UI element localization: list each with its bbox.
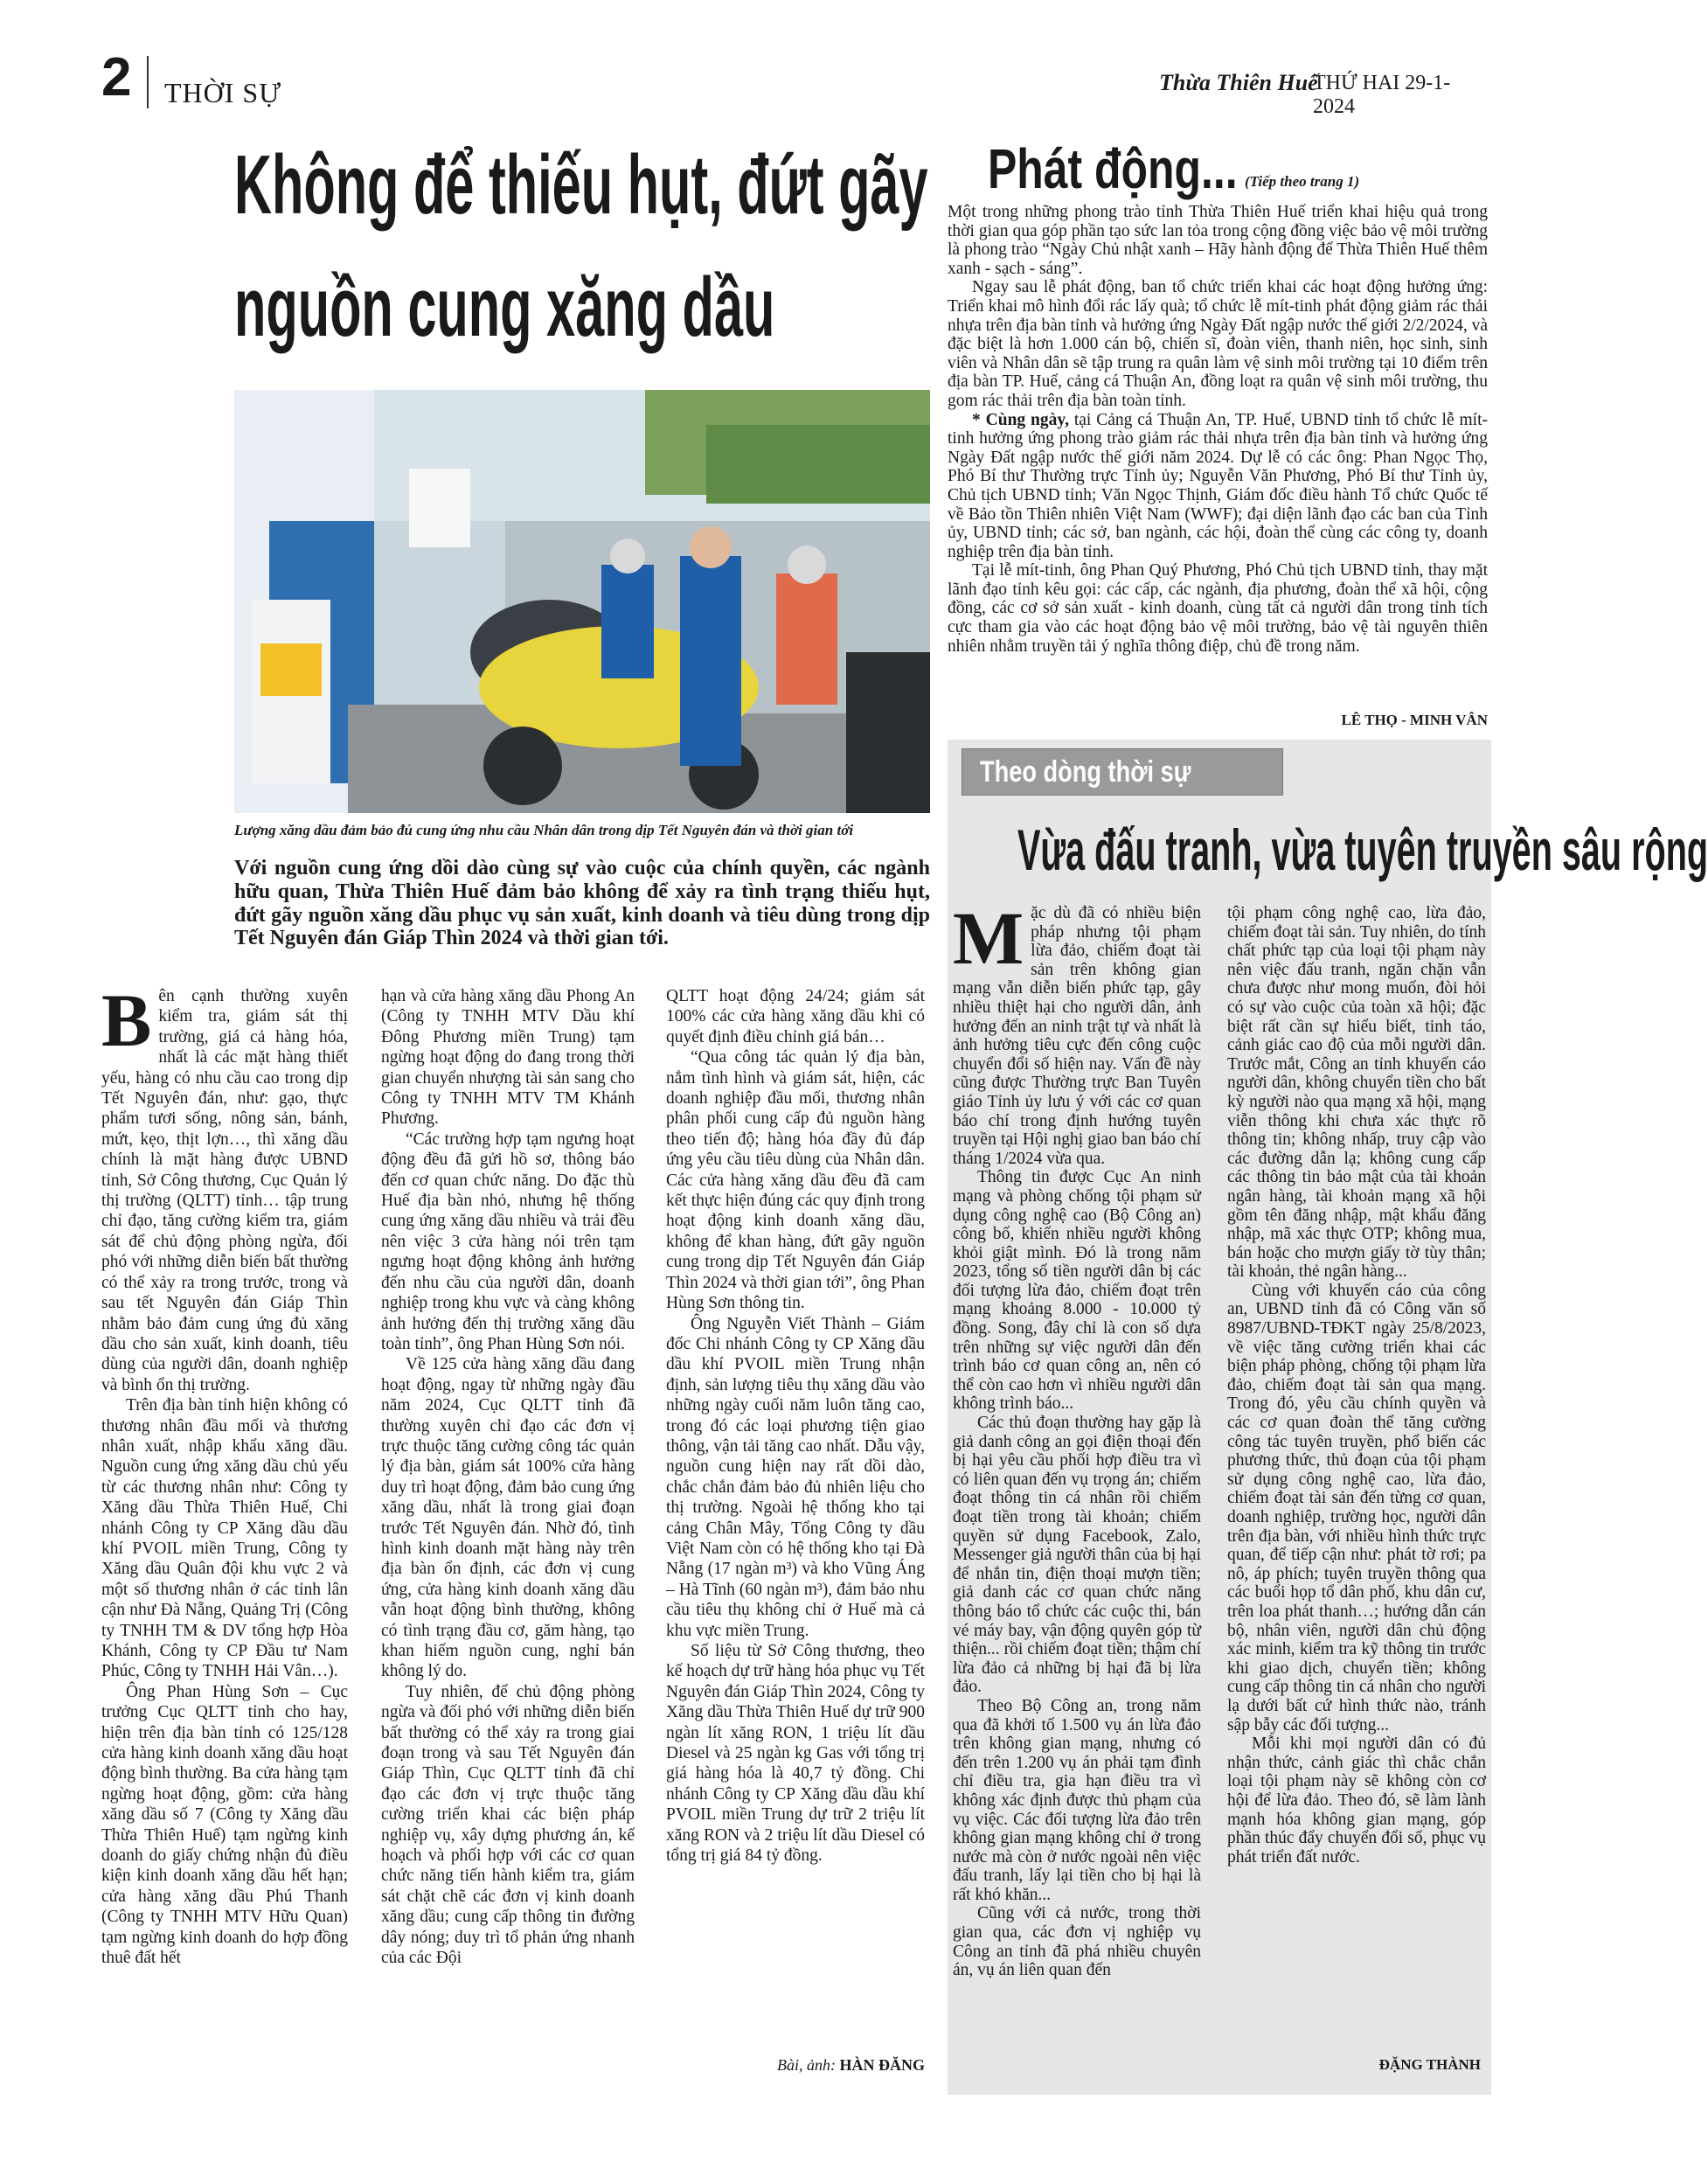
article-column-3: [666, 986, 925, 1866]
side-article-body: [948, 203, 1488, 656]
article-byline: [666, 2056, 925, 2075]
article-column-1: [101, 978, 348, 1969]
article-paragraph: “Các trường hợp tạm ngưng hoạt động đều đã gửi hồ sơ, thông báo đến cơ quan chức năng. Do đặc thù Huế địa bàn nhỏ, nhưng hệ thống cung ứng xăng dầu nhiều và trải đều nên việc 3 cửa hàng nói trên tạm ngưng hoạt động không ảnh hưởng đến nhu cầu của người dân, doanh nghiệp trong khu vực và càng không ảnh hưởng đến thị trường xăng dầu toàn tỉnh”, ông Phan Hùng Sơn nói.: [381, 1130, 635, 1353]
commentary-paragraph: Mỗi khi mọi người dân có đủ nhận thức, cảnh giác thì chắc chắn loại tội phạm này sẽ không còn cơ hội để lừa đảo. Theo đó, sẽ làm lành mạnh hóa không gian mạng, góp phần thúc đẩy chuyển đổi số, phục vụ phát triển đất nước.: [1227, 1735, 1486, 1867]
article-paragraph: Ông Phan Hùng Sơn – Cục trưởng Cục QLTT tỉnh cho hay, hiện trên địa bàn tỉnh có 125/128 cửa hàng kinh doanh xăng dầu hoạt động bình thường. Ba cửa hàng tạm ngừng hoạt động, gồm: cửa hàng xăng dầu số 7 (Công ty Xăng dầu Thừa Thiên Huế) tạm ngừng kinh doanh do giấy chứng nhận đủ điều kiện kinh doanh xăng dầu hết hạn; cửa hàng xăng dầu Phú Thanh (Công ty TNHH MTV Hữu Quan) tạm ngừng kinh doanh do hợp đồng thuê đất hết: [101, 1682, 348, 1968]
side-article-header: [988, 138, 1486, 199]
article-paragraph: hạn và cửa hàng xăng dầu Phong An (Công ty TNHH MTV Dầu khí Đông Phương miền Trung) tạm ngừng hoạt động do đang trong thời gian chuyển nhượng tài sản sang cho Công ty TNHH MTV TM Khánh Phương.: [381, 987, 635, 1129]
main-photo: [234, 390, 930, 813]
side-paragraph: Tại lễ mít-tinh, ông Phan Quý Phương, Phó Chủ tịch UBND tỉnh, thay mặt lãnh đạo tỉnh kêu gọi: các cấp, các ngành, địa phương, đoàn thể xã hội, cộng đồng, các cơ sở sản xuất - kinh doanh, cùng tất cả người dân trong tỉnh tích cực tham gia vào các hoạt động bảo vệ môi trường, bảo vệ tài nguyên thiên nhiên nhằm truyền tải ý nghĩa thông điệp, chủ đề trong năm.: [948, 561, 1488, 656]
commentary-paragraph: tội phạm công nghệ cao, lừa đảo, chiếm đoạt tài sản. Tuy nhiên, do tính chất phức tạp của loại tội phạm này nên việc đấu tranh, ngăn chặn vẫn chưa được như mong muốn, đòi hỏi có sự vào cuộc của toàn xã hội; đặc biệt rất cần sự hiểu biết, tinh táo, cảnh giác cao độ của mỗi người dân. Trước mắt, Công an tỉnh khuyến cáo người dân, không chuyển tiền cho bất kỳ người nào qua mạng xã hội, mạng viễn thông khi chưa xác thực rõ thông tin; không nhấp, truy cập vào các đường dẫn lạ; không cung cấp các thông tin bảo mật của tài khoản ngân hàng, tài khoản mạng xã hội gồm tên đăng nhập, mật khẩu đăng nhập, mã xác thực OTP; không mua, bán hoặc cho mượn giấy tờ tùy thân; tài khoản, thẻ ngân hàng...: [1227, 904, 1486, 1282]
byline-author: HÀN ĐĂNG: [839, 2056, 925, 2074]
article-paragraph: Bên cạnh thường xuyên kiểm tra, giám sát thị trường, giá cả hàng hóa, nhất là các mặt hàng thiết yếu, hàng có nhu cầu cao trong dịp Tết Nguyên đán, như: gạo, thực phẩm tươi sống, nông sản, bánh, mứt, kẹo, thịt lợn…, thì xăng dầu chính là mặt hàng được UBND tỉnh, Sở Công thương, Cục Quản lý thị trường (QLTT) tỉnh… tập trung chỉ đạo, tăng cường kiểm tra, giám sát để chủ động phòng ngừa, đối phó với những diễn biến bất thường có thể xảy ra trong trước, trong và sau tết Nguyên đán Giáp Thìn nhằm bảo đảm cung ứng đủ xăng dầu cho sản xuất, kinh doanh, tiêu dùng của người dân, doanh nghiệp và bình ổn thị trường.: [101, 978, 348, 1394]
commentary-paragraph: Cùng với khuyến cáo của công an, UBND tỉnh đã có Công văn số 8987/UBND-TĐKT ngày 25/8/2023, về việc tăng cường triển khai các biện pháp phòng, chống tội phạm lừa đảo, chiếm đoạt tài sản qua mạng. Trong đó, yêu cầu chính quyền và các cơ quan đoàn thể tăng cường công tác tuyên truyền, phổ biến các phương thức, thủ đoạn của tội phạm sử dụng công nghệ cao, lừa đảo, chiếm đoạt tài sản đến từng cơ quan, doanh nghiệp, trường học, người dân trên địa bàn, với nhiều hình thức trực quan, để tiếp cận như: phát tờ rơi; pa nô, áp phích; tuyên truyền thông qua các buổi họp tổ dân phố, khu dân cư, trên loa phát thanh…; hướng dẫn cán bộ, nhân viên, người dân chủ động xác minh, kiểm tra kỹ thông tin trước khi giao dịch, chuyển tiền; không cung cấp thông tin cá nhân cho người lạ dưới bất cứ hình thức nào, tránh sập bẫy các đối tượng...: [1227, 1281, 1486, 1735]
article-paragraph: QLTT hoạt động 24/24; giám sát 100% các cửa hàng xăng dầu khi có quyết định điều chỉnh giá bán…: [666, 987, 925, 1046]
header-divider: [147, 56, 149, 108]
issue-date: THỨ HAI 29-1-2024: [1313, 72, 1451, 118]
commentary-paragraph: Cũng với cả nước, trong thời gian qua, các đơn vị nghiệp vụ Công an tỉnh đã phá nhiều chuyên án, vụ án liên quan đến: [953, 1904, 1201, 1980]
article-column-2: [381, 986, 635, 1969]
page-number: 2: [101, 47, 132, 108]
article-paragraph: Tuy nhiên, để chủ động phòng ngừa và đối phó với những diễn biến bất thường có thể xảy ra trong giai đoạn trong và sau Tết Nguyên đán Giáp Thìn, Cục QLTT tỉnh đã chỉ đạo các đơn vị trực thuộc tăng cường triển khai các biện pháp nghiệp vụ, xây dựng phương án, kế hoạch và phối hợp với các cơ quan chức năng tiến hành kiểm tra, giám sát chặt chẽ các đơn vị kinh doanh xăng dầu; cung cấp thông tin đường dây nóng; duy trì tổ phản ứng nhanh của các Đội: [381, 1682, 635, 1968]
commentary-paragraph: Theo Bộ Công an, trong năm qua đã khởi tố 1.500 vụ án lừa đảo trên không gian mạng, nhưng có đến trên 1.200 vụ án phải tạm đình chỉ điều tra, gia hạn điều tra vì không xác định được thủ phạm của vụ việc. Các đối tượng lừa đảo trên không gian mạng không chỉ ở trong nước mà còn ở nước ngoài nên việc đấu tranh, lấy lại tiền cho bị hại là rất khó khăn...: [953, 1696, 1201, 1904]
commentary-dropcap: M: [953, 896, 1024, 980]
continued-note: (Tiếp theo trang 1): [1245, 173, 1360, 190]
newspaper-name: Thừa Thiên Huế: [1159, 70, 1318, 95]
commentary-byline: ĐẶNG THÀNH: [1378, 2056, 1481, 2073]
side-paragraph: * Cùng ngày, tại Cảng cá Thuận An, TP. Huế, UBND tỉnh tổ chức lễ mít-tinh hưởng ứng phong trào giảm rác thải nhựa trên địa bàn tỉnh và hưởng ứng Ngày Đất ngập nước thế giới năm 2024. Dự lễ có các ông: Phan Ngọc Thọ, Phó Bí thư Thường trực Tỉnh ủy; Nguyễn Văn Phương, Phó Bí thư Tỉnh ủy, Chủ tịch UBND tỉnh; Văn Ngọc Thịnh, Giám đốc điều hành Tổ chức Quốc tế về Bảo tồn Thiên nhiên Việt Nam (WWF); đại diện lãnh đạo các ban của Tỉnh ủy, UBND tỉnh; các sở, ban ngành, các hội, đoàn thể cùng các công ty, doanh nghiệp trên địa bàn tỉnh.: [948, 410, 1488, 561]
main-headline-line1: Không để thiếu hụt, đứt gãy: [234, 138, 928, 232]
page-header: [101, 47, 1491, 118]
article-paragraph: Trên địa bàn tỉnh hiện không có thương nhân đầu mối và thương nhân xuất, nhập khẩu xăng dầu. Nguồn cung ứng xăng dầu chủ yếu từ các thương nhân như: Công ty Xăng dầu Thừa Thiên Huế, Chi nhánh Công ty CP Xăng dầu dầu khí PVOIL miền Trung, Công ty Xăng dầu Quân đội khu vực 2 và một số thương nhân ở các tỉnh lân cận như Đà Nẵng, Quảng Trị (Công ty TNHH TM & DV tổng hợp Hòa Khánh, Công ty CP Đầu tư Nam Phúc, Công ty TNHH Hải Vân…).: [101, 1396, 348, 1681]
side-byline: LÊ THỌ - MINH VÂN: [1341, 712, 1488, 728]
article-dropcap: B: [101, 978, 152, 1062]
photo-caption: Lượng xăng dầu đảm bảo đủ cung ứng nhu cầu Nhân dân trong dịp Tết Nguyên đán và thời gian tới: [234, 822, 854, 838]
commentary-column-1: [953, 896, 1201, 1980]
main-headline-line2: nguồn cung xăng dầu: [234, 261, 775, 354]
commentary-column-2: [1227, 904, 1486, 1867]
commentary-paragraph: Thông tin được Cục An ninh mạng và phòng chống tội phạm sử dụng công nghệ cao (Bộ Công an) công bố, khiến nhiều người không khỏi giật mình. Đó là trong năm 2023, tổng số tiền người dân bị các đối tượng lừa đảo, chiếm đoạt trên mạng khoảng 8.000 - 10.000 tỷ đồng. Song, đây chỉ là con số dựa trên những sự việc người dân đến trình báo cơ quan công an, nên có thể còn cao hơn vì nhiều người dân không trình báo...: [953, 1168, 1201, 1414]
gas-station-illustration: [234, 390, 930, 813]
side-headline: Phát động...: [988, 137, 1238, 200]
side-paragraph: Một trong những phong trào tỉnh Thừa Thiên Huế triển khai hiệu quả trong thời gian qua góp phần tạo sức lan tỏa trong cộng đồng việc bảo vệ môi trường là phong trào “Ngày Chủ nhật xanh – Hãy hành động để Thừa Thiên Huế thêm xanh - sạch - sáng”.: [948, 203, 1488, 278]
article-paragraph: “Qua công tác quản lý địa bàn, nắm tình hình và giám sát, hiện, các doanh nghiệp đầu mối, thương nhân phân phối cung cấp đủ nguồn hàng theo tiến độ; hàng hóa đầy đủ đáp ứng yêu cầu tiêu dùng của Nhân dân. Các cửa hàng xăng dầu đều đã cam kết thực hiện đúng các quy định trong hoạt động kinh doanh xăng dầu, không để khan hàng, đứt gãy nguồn cung trong dịp Tết Nguyên đán Giáp Thìn 2024 và thời gian tới”, ông Phan Hùng Sơn thông tin.: [666, 1048, 925, 1313]
article-lead: Với nguồn cung ứng dồi dào cùng sự vào cuộc của chính quyền, các ngành hữu quan, Thừa Thiên Huế đảm bảo không để xảy ra tình trạng thiếu hụt, đứt gãy nguồn xăng dầu phục vụ sản xuất, kinh doanh và tiêu dùng trong dịp Tết Nguyên đán Giáp Thìn 2024 và thời gian tới.: [234, 857, 930, 950]
commentary-paragraph: Mặc dù đã có nhiều biện pháp nhưng tội phạm lừa đảo, chiếm đoạt tài sản trên không gian mạng vẫn diễn biến phức tạp, gây nhiều thiệt hại cho người dân, ảnh hưởng đến an ninh trật tự và nhất là ảnh hưởng tiêu cực đến công cuộc chuyển đổi số hiện nay. Vấn đề này cũng được Thường trực Ban Tuyên giáo Tỉnh ủy lưu ý với các cơ quan báo chí trong định hướng tuyên truyền tại Hội nghị giao ban báo chí tháng 1/2024 vừa qua.: [953, 896, 1201, 1168]
article-paragraph: Số liệu từ Sở Công thương, theo kế hoạch dự trữ hàng hóa phục vụ Tết Nguyên đán Giáp Thìn 2024, Công ty Xăng dầu Thừa Thiên Huế dự trữ 900 ngàn lít xăng RON, 1 triệu lít dầu Diesel và 25 ngàn kg Gas với tổng trị giá hàng hóa là 40,7 tỷ đồng. Chi nhánh Công ty CP Xăng dầu dầu khí PVOIL miền Trung dự trữ 2 triệu lít xăng RON và 2 triệu lít dầu Diesel có tổng trị giá 84 tỷ đồng.: [666, 1642, 925, 1866]
article-paragraph: Về 125 cửa hàng xăng dầu đang hoạt động, ngay từ những ngày đầu năm 2024, Cục QLTT tỉnh đã thường xuyên chỉ đạo các đơn vị trực thuộc tăng cường công tác quản lý địa bàn, giám sát 100% cửa hàng duy trì hoạt động, đảm bảo cung ứng xăng dầu, nhất là trong giai đoạn trước Tết Nguyên đán. Nhờ đó, tình hình kinh doanh mặt hàng này trên địa bàn ổn định, các đơn vị cung ứng, cửa hàng kinh doanh xăng dầu vẫn hoạt động bình thường, không có tình trạng đầu cơ, găm hàng, tạo khan hiếm nguồn cung, nghỉ bán không lý do.: [381, 1355, 635, 1681]
side-paragraph: Ngay sau lễ phát động, ban tổ chức triển khai các hoạt động hưởng ứng: Triển khai mô hình đổi rác lấy quà; tổ chức lễ mít-tinh phát động giảm rác thải nhựa trên địa bàn tỉnh và hưởng ứng Ngày Đất ngập nước thế giới 2/2/2024, và đặc biệt là hơn 1.000 cán bộ, chiến sĩ, đoàn viên, thanh niên, học sinh, sinh viên và Nhân dân sẽ tập trung ra quân làm vệ sinh môi trường tại 10 điểm trên địa bàn TP. Huế, cảng cá Thuận An, đồng loạt ra quân vệ sinh môi trường, thu gom rác thải trên địa bàn toàn tỉnh.: [948, 278, 1489, 410]
commentary-paragraph: Các thủ đoạn thường hay gặp là giả danh công an gọi điện thoại đến bị hại yêu cầu phối hợp điều tra vì có liên quan đến vụ trọng án; chiếm đoạt thông tin cá nhân rồi chiếm đoạt tiền trong tài khoản; chiếm quyền sử dụng Facebook, Zalo, Messenger giả người thân của bị hại để nhắn tin, điện thoại mượn tiền; giả danh các cơ quan chức năng thông báo tổ chức các cuộc thi, bán vé máy bay, vận động quyên góp từ thiện... rồi chiếm đoạt tiền; thậm chí lừa đảo cả những bị hại đã bị lừa đảo.: [953, 1414, 1201, 1697]
section-name: THỜI SỰ: [164, 77, 282, 108]
article-paragraph: Ông Nguyễn Viết Thành – Giám đốc Chi nhánh Công ty CP Xăng dầu dầu khí PVOIL miền Trung nhận định, sản lượng tiêu thụ xăng dầu vào những ngày cuối năm luôn tăng cao, trong đó các loại phương tiện giao thông, vận tải tăng cao nhất. Dẫu vậy, nguồn cung hiện nay rất dồi dào, chắc chắn đảm bảo đủ nhiên liệu cho thị trường. Ngoài hệ thống kho tại cảng Chân Mây, Tổng Công ty dầu Việt Nam còn có hệ thống kho tại Đà Nẵng (17 ngàn m³) và kho Vũng Áng – Hà Tĩnh (60 ngàn m³), đảm bảo nhu cầu tiêu thụ không chỉ ở Huế mà cả khu vực miền Trung.: [666, 1314, 925, 1640]
commentary-kicker: Theo dòng thời sự: [962, 748, 1283, 796]
byline-prefix: Bài, ảnh:: [777, 2056, 836, 2074]
commentary-headline: Vừa đấu tranh, vừa tuyên truyền sâu rộng: [1017, 817, 1708, 882]
